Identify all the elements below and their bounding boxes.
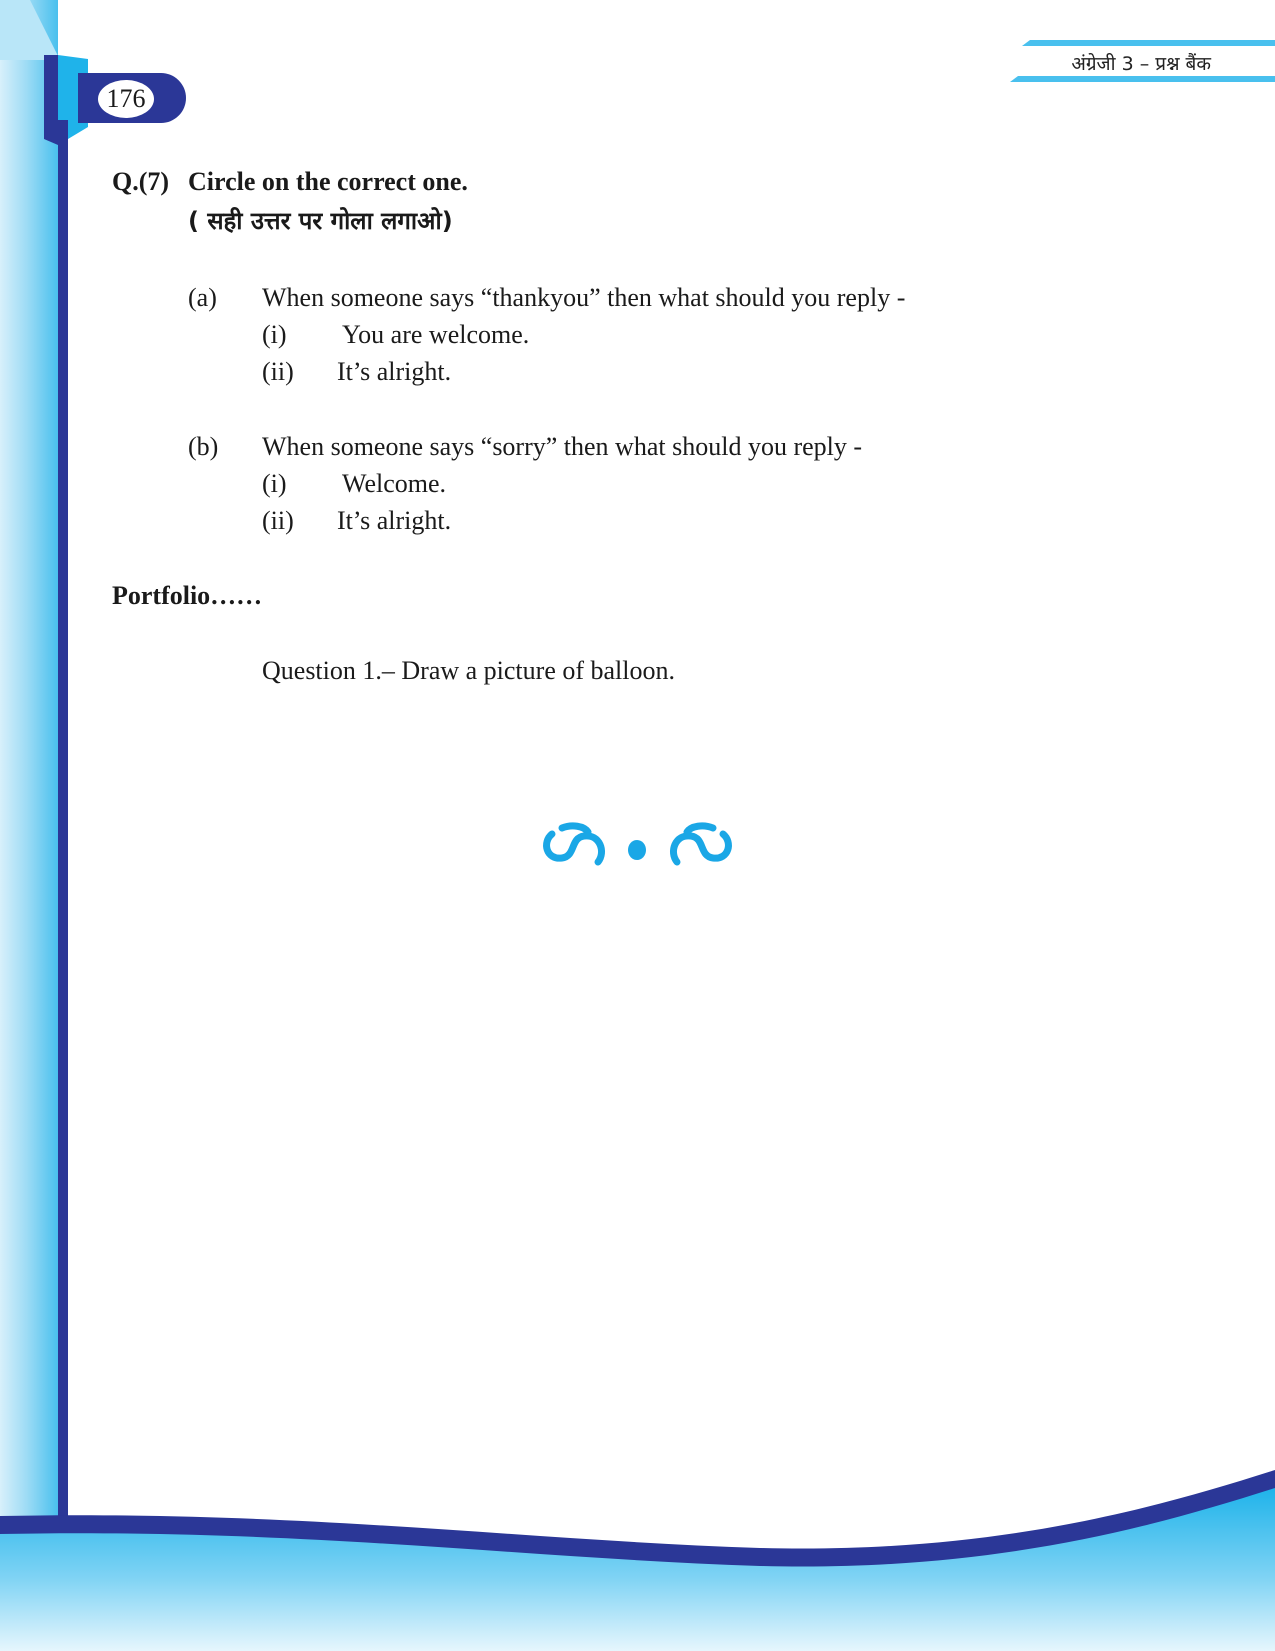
option-text: It’s alright. [337, 357, 452, 386]
option-label: (ii) [262, 506, 294, 535]
option-text: Welcome. [342, 469, 447, 498]
part-a-label: (a) [188, 283, 217, 312]
question-title-hindi: ( सही उत्तर पर गोला लगाओ) [188, 207, 453, 235]
section-end-ornament [540, 820, 735, 870]
question-number: Q.(7) [112, 167, 170, 196]
option-label: (i) [262, 320, 287, 349]
part-b-label: (b) [188, 432, 219, 461]
portfolio-question: Question 1.– Draw a picture of balloon. [262, 656, 676, 685]
option-text: It’s alright. [337, 506, 452, 535]
option-label: (ii) [262, 357, 294, 386]
part-a-prompt: When someone says “thankyou” then what should you reply - [262, 283, 906, 312]
bottom-wave-decoration [0, 1470, 1275, 1651]
option-text: You are welcome. [342, 320, 530, 349]
running-header-title: अंग्रेजी 3 – प्रश्न बैंक [1065, 50, 1217, 76]
option-label: (i) [262, 469, 287, 498]
question-title: Circle on the correct one. [188, 167, 468, 196]
part-b-prompt: When someone says “sorry” then what should you reply - [262, 432, 863, 461]
portfolio-heading: Portfolio…… [112, 581, 263, 610]
page-number: 176 [98, 80, 154, 118]
